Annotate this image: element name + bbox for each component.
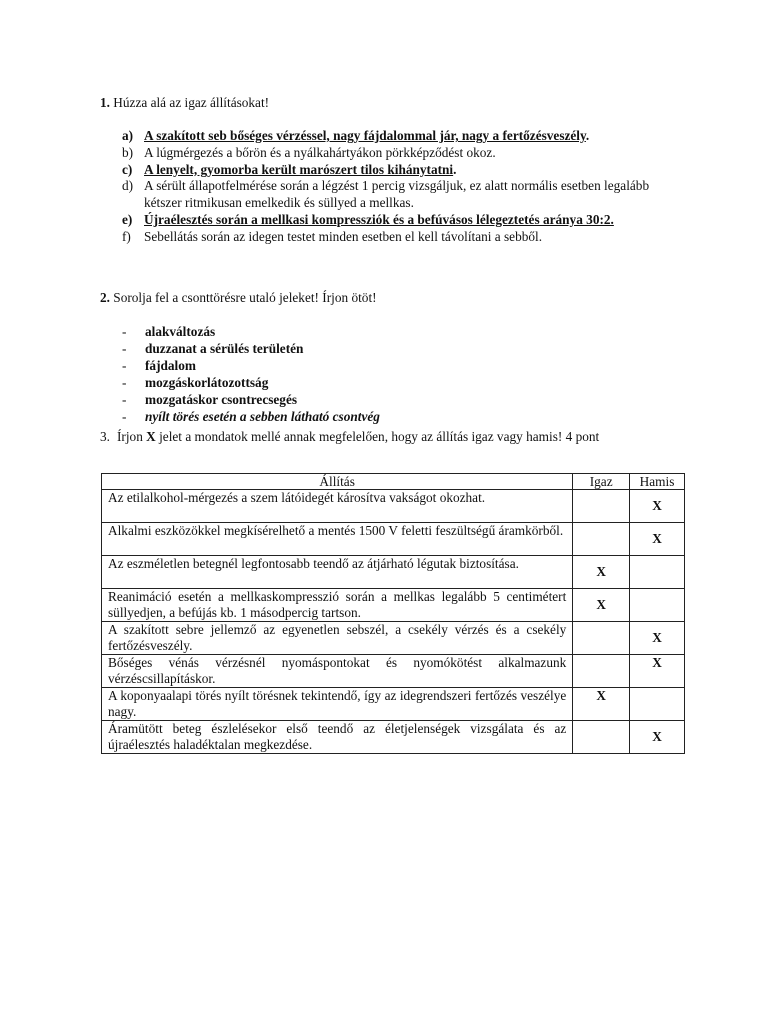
list-item-c: c) A lenyelt, gyomorba került marószert tilos kihánytatni. xyxy=(122,161,457,177)
header-true: Igaz xyxy=(573,474,630,490)
statement-cell: Az etilalkohol-mérgezés a szem látóidegét károsítva vakságot okozhat. xyxy=(102,490,573,523)
list-item: - fájdalom xyxy=(122,358,196,373)
true-cell[interactable]: X xyxy=(573,688,630,721)
table-row xyxy=(102,523,685,556)
true-cell[interactable]: X xyxy=(573,556,630,589)
table-row xyxy=(102,688,685,721)
question-2-title xyxy=(100,290,377,306)
table-row xyxy=(102,655,685,688)
false-cell[interactable] xyxy=(630,688,685,721)
list-item: - duzzanat a sérülés területén xyxy=(122,341,304,356)
true-cell[interactable] xyxy=(573,523,630,556)
table-header-row xyxy=(102,474,685,490)
header-statement: Állítás xyxy=(102,474,573,490)
question-1-text: Húzza alá az igaz állításokat! xyxy=(109,95,270,110)
question-2-number: 2. xyxy=(100,290,110,305)
statement-cell: A szakított sebre jellemző az egyenetlen sebszél, a csekély vérzés és a csekély fertőzésveszély. xyxy=(102,622,573,655)
false-cell[interactable]: X xyxy=(630,490,685,523)
table-row xyxy=(102,622,685,655)
question-3-number: 3. xyxy=(100,429,110,444)
true-cell[interactable] xyxy=(573,655,630,688)
false-cell[interactable] xyxy=(630,556,685,589)
question-2-text: Sorolja fel a csonttörésre utaló jeleket! Írjon ötöt! xyxy=(109,290,377,305)
question-2-list xyxy=(100,323,560,425)
table-row xyxy=(102,589,685,622)
false-cell[interactable]: X xyxy=(630,523,685,556)
false-cell[interactable] xyxy=(630,589,685,622)
false-cell[interactable]: X xyxy=(630,721,685,754)
list-item-b: b) A lúgmérgezés a bőrön és a nyálkahártyákon pörkképződést okoz. xyxy=(122,144,496,160)
true-false-table xyxy=(101,473,685,754)
header-false: Hamis xyxy=(630,474,685,490)
statement-cell: Bőséges vénás vérzésnél nyomáspontokat és nyomókötést alkalmazunk vérzéscsillapításkor. xyxy=(102,655,573,688)
statement-cell: A koponyaalapi törés nyílt törésnek tekintendő, így az idegrendszeri fertőzés veszélye nagy. xyxy=(102,688,573,721)
statement-cell: Az eszméletlen betegnél legfontosabb teendő az átjárható légutak biztosítása. xyxy=(102,556,573,589)
list-item-d: d) A sérült állapotfelmérése során a légzést 1 percig vizsgáljuk, ez alatt normális esetben legalább kétszer ritmikusan emelkedik és süllyed a mellkas. xyxy=(122,178,650,211)
question-1-title xyxy=(100,95,269,111)
table-row xyxy=(102,721,685,754)
true-cell[interactable]: X xyxy=(573,589,630,622)
list-item-a: a) A szakított seb bőséges vérzéssel, nagy fájdalommal jár, nagy a fertőzésveszély. xyxy=(122,128,590,143)
true-cell[interactable] xyxy=(573,490,630,523)
list-item: - mozgatáskor csontrecsegés xyxy=(122,392,298,407)
false-cell[interactable]: X xyxy=(630,655,685,688)
table-row xyxy=(102,490,685,523)
true-cell[interactable] xyxy=(573,622,630,655)
question-3-title: 3. Írjon X jelet a mondatok mellé annak megfelelően, hogy az állítás igaz vagy hamis! 4 pont xyxy=(100,429,600,444)
question-1-number: 1. xyxy=(100,95,110,110)
list-item-e: e) Újraélesztés során a mellkasi kompressziók és a befúvásos lélegeztetés aránya 30:2. xyxy=(122,211,614,227)
true-cell[interactable] xyxy=(573,721,630,754)
table-row xyxy=(102,556,685,589)
false-cell[interactable]: X xyxy=(630,622,685,655)
statement-cell: Alkalmi eszközökkel megkísérelhető a mentés 1500 V feletti feszültségű áramkörből. xyxy=(102,523,573,556)
list-item-f: f) Sebellátás során az idegen testet minden esetben el kell távolítani a sebből. xyxy=(122,228,543,244)
list-item: - mozgáskorlátozottság xyxy=(122,375,269,390)
statement-cell: Reanimáció esetén a mellkaskompresszió során a mellkas legalább 5 centimétert süllyedjen, a befújás kb. 1 másodpercig tartson. xyxy=(102,589,573,622)
list-item: - nyílt törés esetén a sebben látható csontvég xyxy=(122,409,380,424)
statement-cell: Áramütött beteg észlelésekor első teendő az életjelenségek vizsgálata és az újraélesztés haladéktalan megkezdése. xyxy=(102,721,573,754)
question-1-list xyxy=(100,128,660,246)
list-item: - alakváltozás xyxy=(122,324,216,339)
